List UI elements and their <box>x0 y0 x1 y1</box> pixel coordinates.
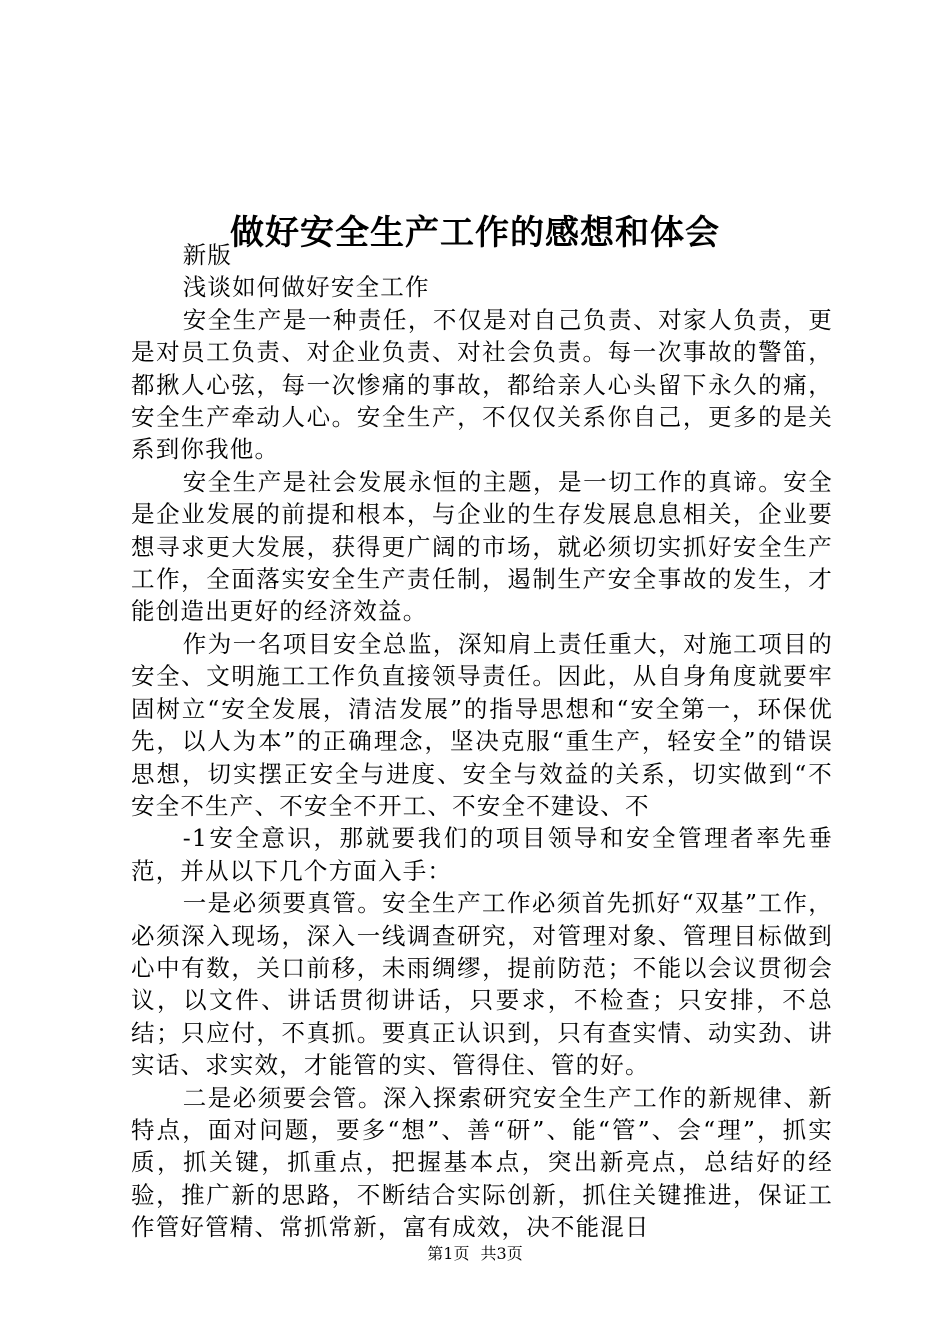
page-total: 共3页 <box>480 1244 523 1263</box>
edition-label: 新版 <box>182 241 233 269</box>
paragraph-5: 一是必须要真管。安全生产工作必须首先抓好“双基”工作，必须深入现场，深入一线调查研究，对管理对象、管理目标做到心中有数，关口前移，未雨绸缪，提前防范；不能以会议贯彻会议，以文件、讲话贯彻讲话，只要求，不检查；只安排，不总结；只应付，不真抓。要真正认识到，只有查实情、动实劲、讲实话、求实效，才能管的实、管得住、管的好。 <box>131 889 833 1080</box>
page-footer <box>0 1244 950 1264</box>
paragraph-2: 安全生产是社会发展永恒的主题，是一切工作的真谛。安全是企业发展的前提和根本，与企业的生存发展息息相关，企业要想寻求更大发展，获得更广阔的市场，就必须切实抓好安全生产工作，全面落实安全生产责任制，遏制生产安全事故的发生，才能创造出更好的经济效益。 <box>131 467 833 626</box>
paragraph-3: 作为一名项目安全总监，深知肩上责任重大，对施工项目的安全、文明施工工作负直接领导责任。因此，从自身角度就要牢固树立“安全发展，清洁发展”的指导思想和“安全第一，环保优先，以人为本”的正确理念，坚决克服“重生产，轻安全”的错误思想，切实摆正安全与进度、安全与效益的关系，切实做到“不安全不生产、不安全不开工、不安全不建设、不 <box>131 629 833 820</box>
paragraph-4: -1安全意识，那就要我们的项目领导和安全管理者率先垂范，并从以下几个方面入手： <box>131 824 833 885</box>
document-body <box>131 239 833 1244</box>
page-number: 第1页 <box>427 1244 470 1263</box>
document-subtitle: 浅谈如何做好安全工作 <box>182 273 430 302</box>
paragraph-1: 安全生产是一种责任，不仅是对自己负责、对家人负责，更是对员工负责、对企业负责、对社会负责。每一次事故的警笛，都揪人心弦，每一次惨痛的事故，都给亲人心头留下永久的痛，安全生产牵动人心。安全生产，不仅仅关系你自己，更多的是关系到你我他。 <box>131 305 833 464</box>
paragraph-6: 二是必须要会管。深入探索研究安全生产工作的新规律、新特点，面对问题，要多“想”、善“研”、能“管”、会“理”，抓实质，抓关键，抓重点，把握基本点，突出新亮点，总结好的经验，推广新的思路，不断结合实际创新，抓住关键推进，保证工作管好管精、常抓常新，富有成效，决不能混日 <box>131 1083 833 1242</box>
document-title: 做好安全生产工作的感想和体会 <box>230 212 720 253</box>
